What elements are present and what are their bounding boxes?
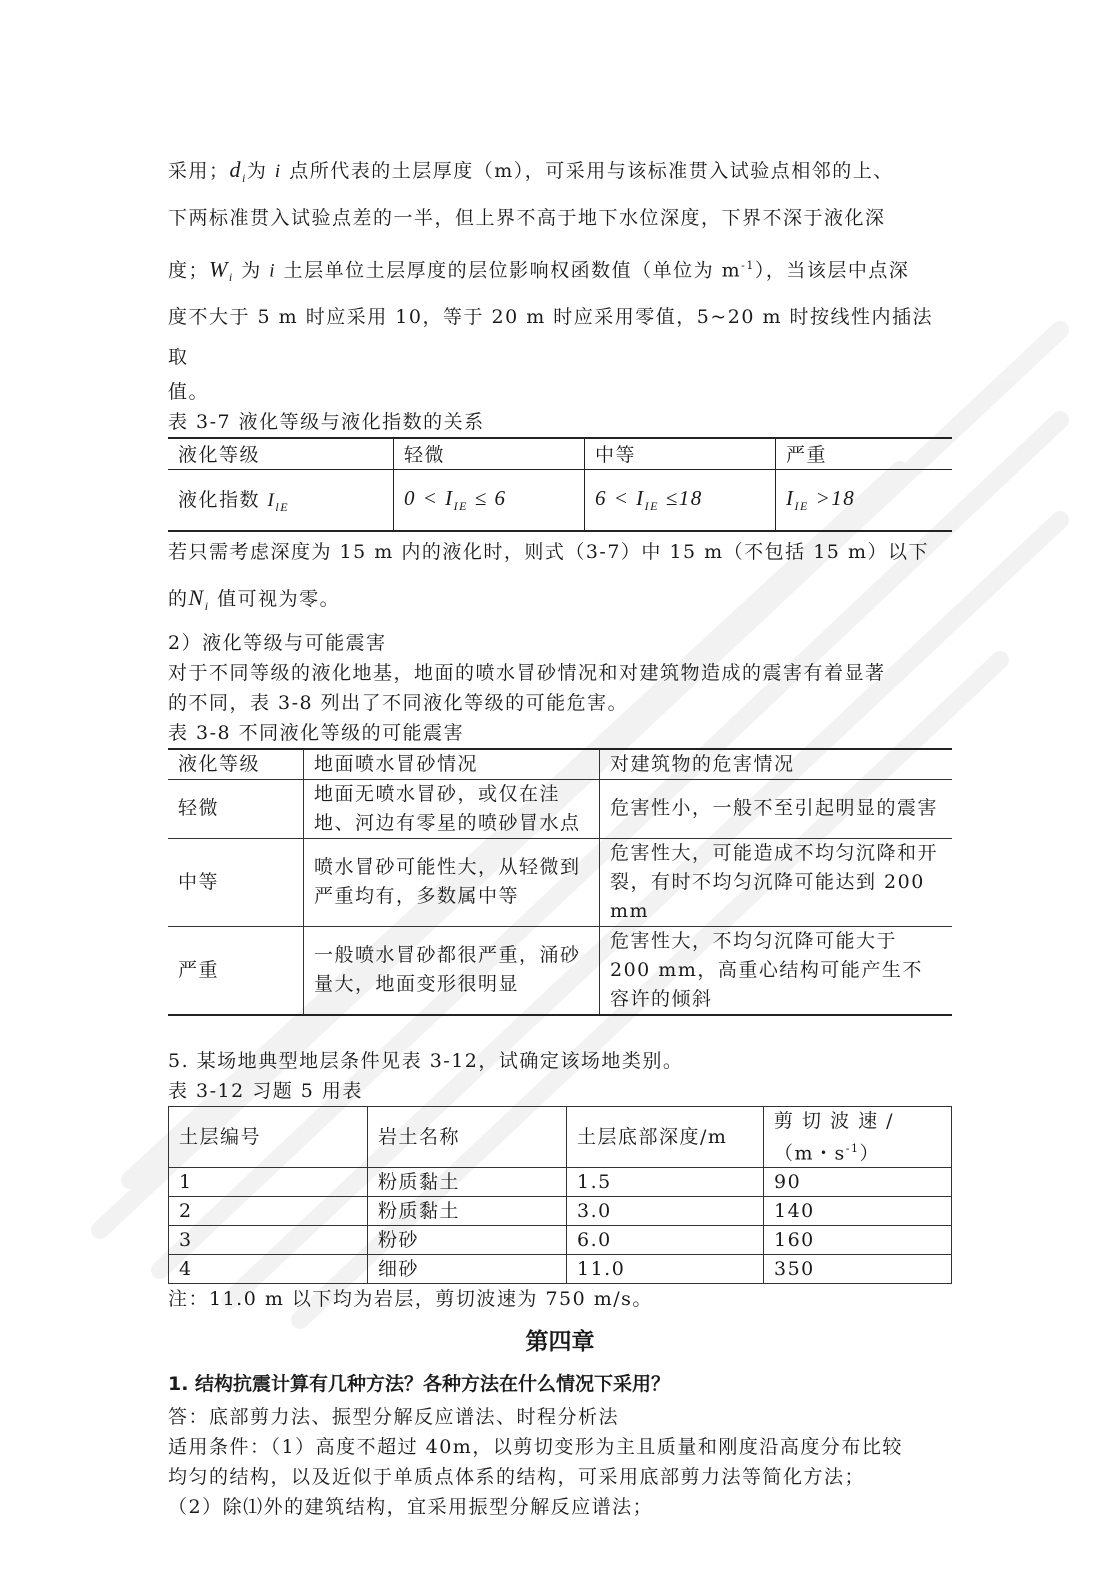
liquefaction-index-table — [168, 437, 952, 532]
table-cell: 危害性小，一般不至引起明显的震害 — [600, 779, 953, 838]
paragraph-line: 下两标准贯入试验点差的一半，但上界不高于地下水位深度，下界不深于液化深 — [168, 206, 886, 229]
table-header-row — [168, 438, 952, 470]
site-layers-table — [168, 1106, 952, 1284]
table-cell: 3.0 — [567, 1197, 764, 1226]
table-note: 注：11.0 m 以下均为岩层，剪切波速为 750 m/s。 — [168, 1288, 653, 1311]
exercise-text: 5. 某场地典型地层条件见表 3-12，试确定该场地类别。 — [168, 1049, 684, 1072]
answer-line: （2）除⑴外的建筑结构，宜采用振型分解反应谱法； — [168, 1496, 654, 1519]
table-caption: 表 3-12 习题 5 用表 — [168, 1079, 363, 1102]
table-cell: 土层编号 — [169, 1106, 368, 1167]
table-cell: 液化指数 $I_{lE}$ — [168, 469, 394, 531]
table-cell: 粉质黏土 — [368, 1168, 567, 1197]
table-cell: 岩土名称 — [368, 1106, 567, 1167]
table-cell: 喷水冒砂可能性大，从轻微到严重均有，多数属中等 — [304, 838, 600, 926]
table-cell: 中等 — [168, 838, 304, 926]
table-cell: 3 — [169, 1226, 368, 1255]
section-heading: 2）液化等级与可能震害 — [168, 631, 387, 654]
table-cell: 剪 切 波 速 / （m・$s^{-1}$） — [764, 1106, 952, 1167]
table-cell: 严重 — [776, 438, 953, 470]
table-cell: 细砂 — [368, 1255, 567, 1284]
table-cell: 粉质黏土 — [368, 1197, 567, 1226]
paragraph-line: 度不大于 5 m 时应采用 10，等于 20 m 时应采用零值，5~20 m 时按线性内插法取 — [168, 305, 934, 368]
paragraph-line: 若只需考虑深度为 15 m 内的液化时，则式（3-7）中 15 m（不包括 15 m）以下 — [168, 540, 929, 563]
table-cell: 轻微 — [168, 779, 304, 838]
table-cell: 液化等级 — [168, 749, 304, 780]
answer-line: 答：底部剪力法、振型分解反应谱法、时程分析法 — [168, 1406, 620, 1429]
table-cell: 6.0 — [567, 1226, 764, 1255]
table-cell: $I_{IE} >18$ — [776, 469, 953, 531]
table-cell: 1.5 — [567, 1168, 764, 1197]
table-cell: 1 — [169, 1168, 368, 1197]
table-cell: 4 — [169, 1255, 368, 1284]
table-cell: 地面无喷水冒砂，或仅在洼地、河边有零星的喷砂冒水点 — [304, 779, 600, 838]
table-row — [169, 1226, 952, 1255]
table-row — [168, 838, 952, 926]
table-header-row — [168, 749, 952, 780]
earthquake-damage-table — [168, 748, 952, 1016]
question-heading: 1. 结构抗震计算有几种方法？各种方法在什么情况下采用？ — [168, 1373, 671, 1396]
table-cell: 严重 — [168, 926, 304, 1015]
table-cell: 危害性大，不均匀沉降可能大于 200 mm，高重心结构可能产生不容许的倾斜 — [600, 926, 953, 1015]
table-cell: 160 — [764, 1226, 952, 1255]
table-cell: 140 — [764, 1197, 952, 1226]
paragraph-line: 度；$W_i$ 为 i 土层单位土层厚度的层位影响权函数值（单位为 $m^{-1}$），当该层中点深 — [168, 256, 910, 284]
table-cell: 危害性大，可能造成不均匀沉降和开裂，有时不均匀沉降可能达到 200 mm — [600, 838, 953, 926]
table-caption: 表 3-7 液化等级与液化指数的关系 — [168, 410, 485, 433]
answer-line: 均匀的结构，以及近似于单质点体系的结构，可采用底部剪力法等简化方法； — [168, 1466, 866, 1489]
paragraph-line: 的$N_i$ 值可视为零。 — [168, 584, 341, 613]
table-cell: 2 — [169, 1197, 368, 1226]
paragraph-line: 对于不同等级的液化地基，地面的喷水冒砂情况和对建筑物造成的震害有着显著 — [168, 661, 886, 684]
paragraph-line: 值。 — [168, 380, 210, 403]
table-row — [168, 469, 952, 531]
table-cell: 中等 — [585, 438, 776, 470]
table-cell: 土层底部深度/m — [567, 1106, 764, 1167]
paragraph-line: 的不同，表 3-8 列出了不同液化等级的可能危害。 — [168, 691, 629, 714]
table-cell: 轻微 — [394, 438, 585, 470]
table-cell: 粉砂 — [368, 1226, 567, 1255]
table-cell: $0 < I_{IE} \le 6$ — [394, 469, 585, 531]
table-cell: 350 — [764, 1255, 952, 1284]
table-cell: 液化等级 — [168, 438, 394, 470]
table-row — [169, 1197, 952, 1226]
table-cell: 90 — [764, 1168, 952, 1197]
table-row — [169, 1168, 952, 1197]
table-row — [168, 779, 952, 838]
table-caption: 表 3-8 不同液化等级的可能震害 — [168, 721, 465, 744]
table-cell: 11.0 — [567, 1255, 764, 1284]
table-cell: 地面喷水冒砂情况 — [304, 749, 600, 780]
table-cell: 对建筑物的危害情况 — [600, 749, 953, 780]
chapter-title: 第四章 — [525, 1329, 595, 1356]
table-cell: 一般喷水冒砂都很严重，涌砂量大，地面变形很明显 — [304, 926, 600, 1015]
answer-line: 适用条件：（1）高度不超过 40m，以剪切变形为主且质量和刚度沿高度分布比较 — [168, 1436, 903, 1459]
table-cell: $6 < I_{IE} \le 18$ — [585, 469, 776, 531]
paragraph: 采用；$d_i$为 i 点所代表的土层厚度（m），可采用与该标准贯入试验点相邻的上、 — [168, 157, 894, 185]
table-row — [169, 1255, 952, 1284]
table-row — [168, 926, 952, 1015]
table-header-row — [169, 1106, 952, 1167]
